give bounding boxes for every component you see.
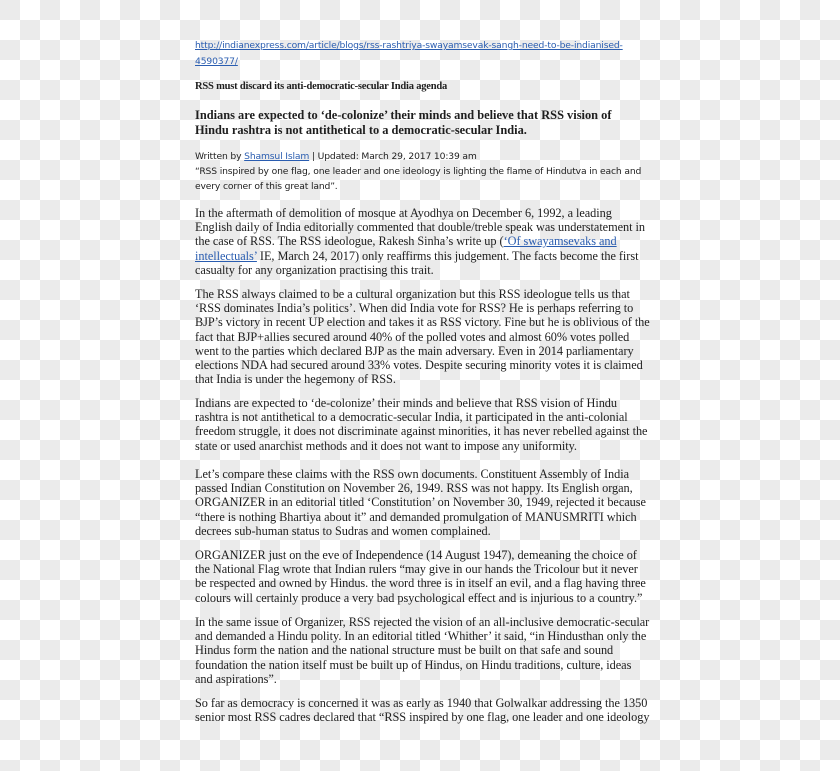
body-paragraph: So far as democracy is concerned it was as early as 1940 that Golwalkar addressing the 1350 senior most RSS cadres declared that “RSS inspired by one flag, one leader and one ideology [195, 696, 650, 725]
body-paragraph: Indians are expected to ‘de-colonize’ their minds and believe that RSS vision of Hindu rashtra is not antithetical to a democratic-secular India, it participated in the anti-colonial freedom struggle, it does not discriminate against minorities, it has never rebelled against the state or used anarchist methods and it does not want to impose any uniformity. [195, 396, 648, 453]
body-paragraph: Let’s compare these claims with the RSS own documents. Constituent Assembly of India passed Indian Constitution on November 26, 1949. RSS was not happy. Its English organ, ORGANIZER in an editorial titled ‘Constitution’ on November 30, 1949, rejected it because “there is nothing Bhartiya about it” and demanded promulgation of MANUSMRITI which decrees sub-human status to Sudras and women complained. [195, 467, 646, 538]
pull-quote: “RSS inspired by one flag, one leader and one ideology is lighting the flame of Hindutva in each and every corner of this great land”. [195, 166, 642, 192]
article-headline: Indians are expected to ‘de-colonize’ their minds and believe that RSS vision of Hindu rashtra is not antithetical to a democratic-secular India. [195, 108, 612, 137]
byline [195, 149, 645, 194]
byline-prefix: Written by [195, 151, 245, 162]
paragraph-text: In the aftermath of demolition of mosque at Ayodhya on December 6, 1992, a leading English daily of India editorially commented that double/treble speak was understatement in the case of RSS. The RSS ideologue, Rakesh Sinha’s write up ( [195, 206, 645, 249]
source-url-link[interactable]: http://indianexpress.com/article/blogs/rss-rashtriya-swayamsevak-sangh-need-to-be-indianised-4590377/ [195, 40, 623, 67]
body-paragraph: In the same issue of Organizer, RSS rejected the vision of an all-inclusive democratic-secular and demanded a Hindu polity. In an editorial titled ‘Whither’ it said, “in Hindusthan only the Hindus form the nation and the national structure must be built on that safe and sound foundation the nation itself must be built up of Hindus, on Hindu traditions, culture, ideas and aspirations”. [195, 615, 650, 686]
related-article-link[interactable]: ‘Of swayamsevaks and intellectuals’ [195, 234, 617, 263]
author-link[interactable]: Shamsul Islam [244, 151, 310, 162]
body-paragraph [195, 206, 650, 277]
kicker-heading: RSS must discard its anti-democratic-secular India agenda [195, 81, 448, 92]
byline-updated: | Updated: March 29, 2017 10:39 am [309, 151, 477, 162]
paragraph-text: IE, March 24, 2017) only reaffirms this judgement. The facts become the first casualty for any organization practising this trait. [195, 248, 639, 277]
body-paragraph: ORGANIZER just on the eve of Independence (14 August 1947), demeaning the choice of the National Flag wrote that Indian rulers “may give in our hands the Tricolour but it never be respected and owned by Hindus. the word three is in itself an evil, and a flag having three colours will certainly produce a very bad psychological effect and is injurious to a country.” [195, 548, 646, 605]
body-paragraph: The RSS always claimed to be a cultural organization but this RSS ideologue tells us that ‘RSS dominates India’s politics’. When did India vote for RSS? He is perhaps referring to BJP’s victory in recent UP election and takes it as RSS victory. Fine but he is oblivious of the fact that BJP+allies secured around 40% of the polled votes and almost 60% votes polled went to the parties which declared BJP as the main adversary. Even in 2014 parliamentary elections NDA had secured around 33% votes. Despite securing minority votes it is claimed that India is under the hegemony of RSS. [195, 287, 650, 387]
